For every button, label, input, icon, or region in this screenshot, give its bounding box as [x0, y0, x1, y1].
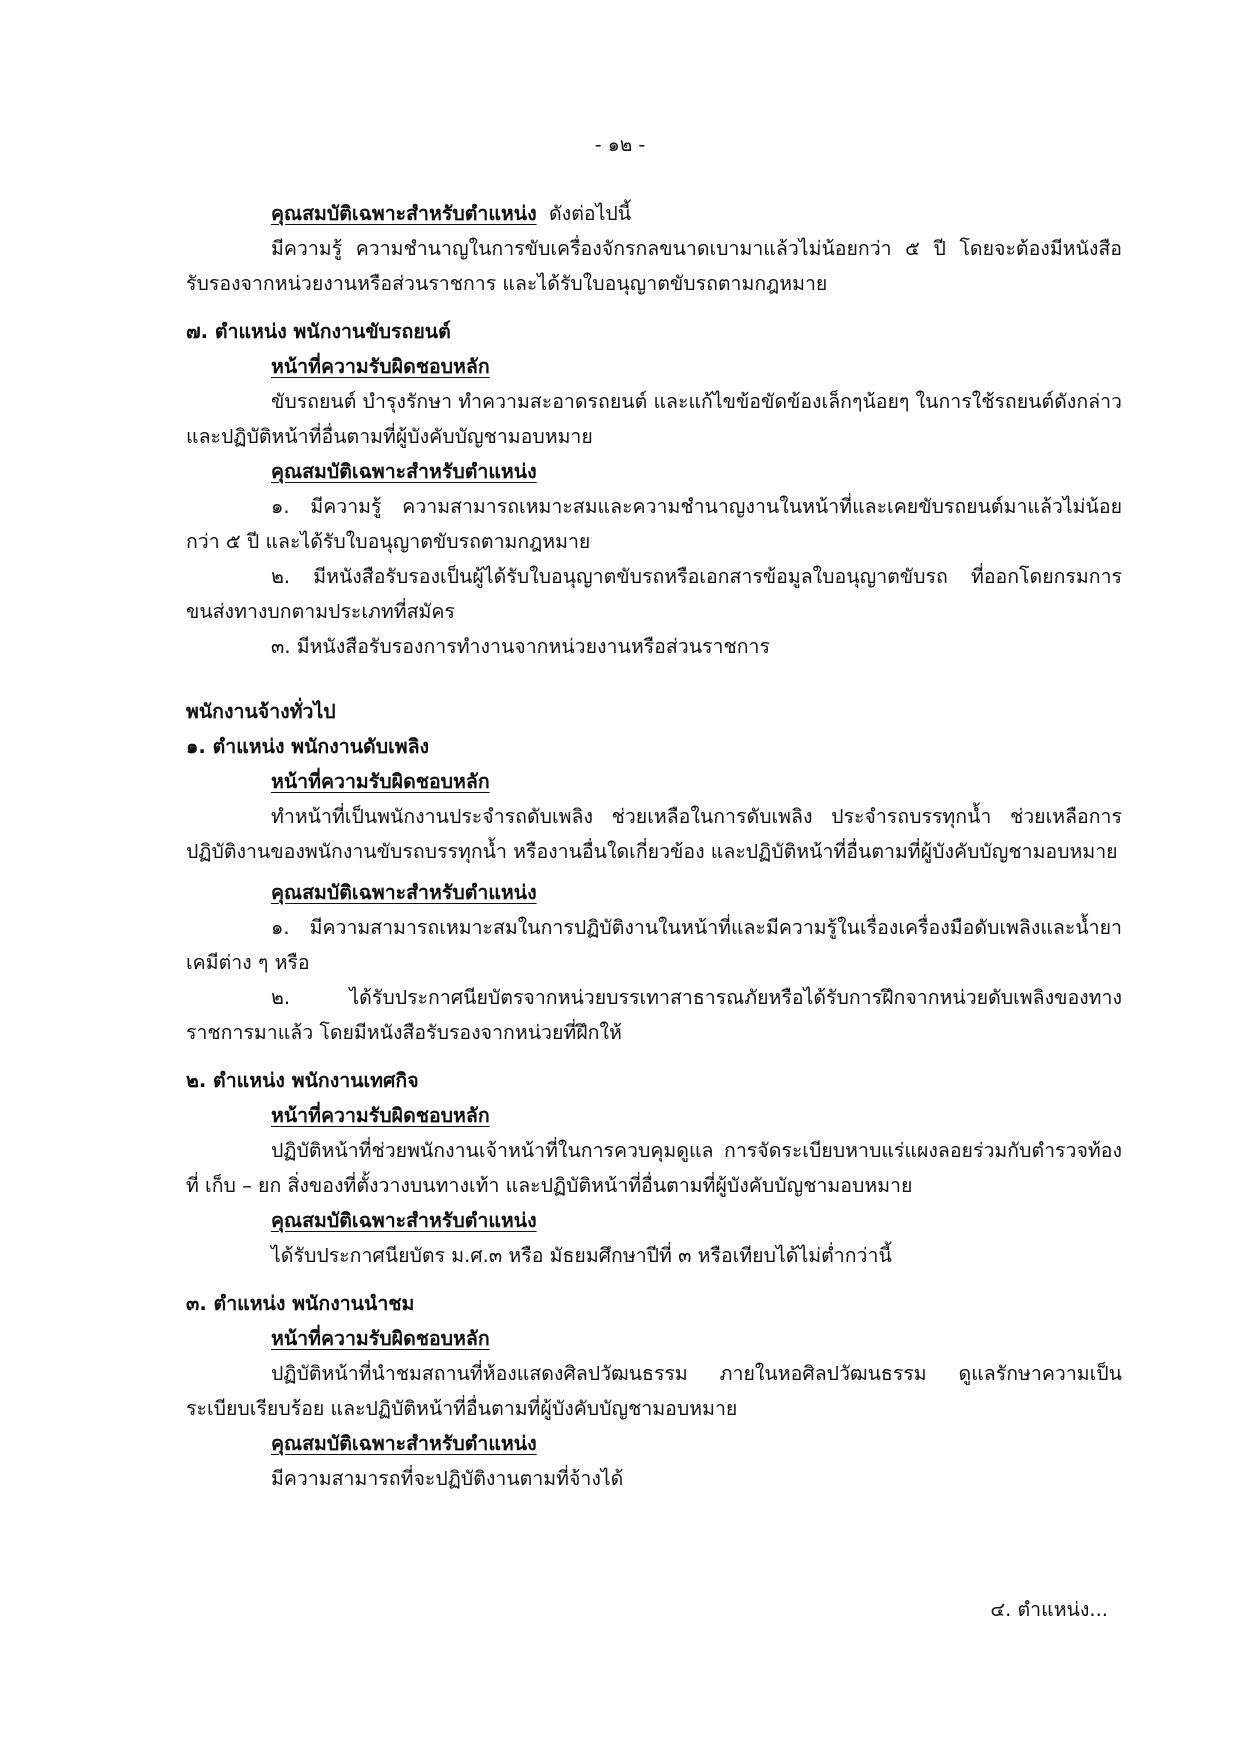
- intro-section: [186, 196, 1122, 301]
- guide-duty-text: ปฏิบัติหน้าที่นำชมสถานที่ห้องแสดงศิลปวัฒนธรรม ภายในหอศิลปวัฒนธรรม ดูแลรักษาความเป็นระเบียบเรียบร้อย และปฏิบัติหน้าที่อื่นตามที่ผู้บังคับบัญชามอบหมาย: [186, 1362, 1122, 1420]
- firefighter-qualification-1: ๑. มีความสามารถเหมาะสมในการปฏิบัติงานในหน้าที่และมีความรู้ในเรื่องเครื่องมือดับเพลิงและน้ำยาเคมีต่าง ๆ หรือ: [186, 916, 1122, 974]
- guide-title: ๓. ตำแหน่ง พนักงานนำชม: [186, 1292, 415, 1315]
- municipal-qualification-text: ได้รับประกาศนียบัตร ม.ศ.๓ หรือ มัธยมศึกษาปีที่ ๓ หรือเทียบได้ไม่ต่ำกว่านี้: [271, 1244, 892, 1267]
- intro-qualification-heading-line: [271, 196, 1122, 231]
- intro-qualification-heading-suffix: ดังต่อไปนี้: [549, 202, 632, 225]
- page-number: - ๑๒ -: [594, 134, 646, 156]
- municipal-section: [186, 1063, 1122, 1273]
- firefighter-qualification-heading: คุณสมบัติเฉพาะสำหรับตำแหน่ง: [271, 881, 537, 904]
- firefighter-title: ๑. ตำแหน่ง พนักงานดับเพลิง: [186, 735, 430, 758]
- municipal-qualification-heading: คุณสมบัติเฉพาะสำหรับตำแหน่ง: [271, 1209, 537, 1232]
- driver-qualification-1: ๑. มีความรู้ ความสามารถเหมาะสมและความชำนาญงานในหน้าที่และเคยขับรถยนต์มาแล้วไม่น้อยกว่า ๕ ปี และได้รับใบอนุญาตขับรถตามกฎหมาย: [186, 495, 1122, 553]
- driver-qualification-heading: คุณสมบัติเฉพาะสำหรับตำแหน่ง: [271, 460, 537, 483]
- driver-duty-heading: หน้าที่ความรับผิดชอบหลัก: [271, 355, 490, 378]
- guide-section: [186, 1286, 1122, 1496]
- intro-qualification-heading: คุณสมบัติเฉพาะสำหรับตำแหน่ง: [271, 202, 537, 225]
- driver-title: ๗. ตำแหน่ง พนักงานขับรถยนต์: [186, 320, 451, 343]
- firefighter-qualification-2: ๒. ได้รับประกาศนียบัตรจากหน่วยบรรเทาสาธารณภัยหรือได้รับการฝึกจากหน่วยดับเพลิงของทางราชการมาแล้ว โดยมีหนังสือรับรองจากหน่วยที่ฝึกให้: [186, 986, 1122, 1044]
- guide-duty-heading: หน้าที่ความรับผิดชอบหลัก: [271, 1327, 490, 1350]
- municipal-duty-text: ปฏิบัติหน้าที่ช่วยพนักงานเจ้าหน้าที่ในการควบคุมดูแล การจัดระเบียบหาบแร่แผงลอยร่วมกับตำรวจท้องที่ เก็บ – ยก สิ่งของที่ตั้งวางบนทางเท้า และปฏิบัติหน้าที่อื่นตามที่ผู้บังคับบัญชามอบหมาย: [186, 1139, 1122, 1197]
- guide-qualification-heading: คุณสมบัติเฉพาะสำหรับตำแหน่ง: [271, 1432, 537, 1455]
- general-employees-title: พนักงานจ้างทั่วไป: [186, 700, 336, 723]
- continuation-marker: ๔. ตำแหน่ง...: [990, 1598, 1108, 1621]
- municipal-duty-heading: หน้าที่ความรับผิดชอบหลัก: [271, 1104, 490, 1127]
- firefighter-duty-heading: หน้าที่ความรับผิดชอบหลัก: [271, 770, 490, 793]
- intro-qualification-text: มีความรู้ ความชำนาญในการขับเครื่องจักรกลขนาดเบามาแล้วไม่น้อยกว่า ๕ ปี โดยจะต้องมีหนังสือรับรองจากหน่วยงานหรือส่วนราชการ และได้รับใบอนุญาตขับรถตามกฎหมาย: [186, 237, 1122, 295]
- firefighter-duty-text: ทำหน้าที่เป็นพนักงานประจำรถดับเพลิง ช่วยเหลือในการดับเพลิง ประจำรถบรรทุกน้ำ ช่วยเหลือการปฏิบัติงานของพนักงานขับรถบรรทุกน้ำ หรืองานอื่นใดเกี่ยวข้อง และปฏิบัติหน้าที่อื่นตามที่ผู้บังคับบัญชามอบหมาย: [186, 805, 1122, 863]
- firefighter-section: [186, 729, 1122, 1050]
- driver-duty-text: ขับรถยนต์ บำรุงรักษา ทำความสะอาดรถยนต์ และแก้ไขข้อขัดข้องเล็กๆน้อยๆ ในการใช้รถยนต์ดังกล่าว และปฏิบัติหน้าที่อื่นตามที่ผู้บังคับบัญชามอบหมาย: [186, 390, 1122, 448]
- municipal-title: ๒. ตำแหน่ง พนักงานเทศกิจ: [186, 1069, 419, 1092]
- document-body: [186, 196, 1122, 1496]
- driver-qualification-3: ๓. มีหนังสือรับรองการทำงานจากหน่วยงานหรือส่วนราชการ: [271, 635, 770, 658]
- guide-qualification-text: มีความสามารถที่จะปฏิบัติงานตามที่จ้างได้: [271, 1467, 624, 1490]
- driver-qualification-2: ๒. มีหนังสือรับรองเป็นผู้ได้รับใบอนุญาตขับรถหรือเอกสารข้อมูลใบอนุญาตขับรถ ที่ออกโดยกรมการขนส่งทางบกตามประเภทที่สมัคร: [186, 565, 1122, 623]
- driver-section: [186, 314, 1122, 664]
